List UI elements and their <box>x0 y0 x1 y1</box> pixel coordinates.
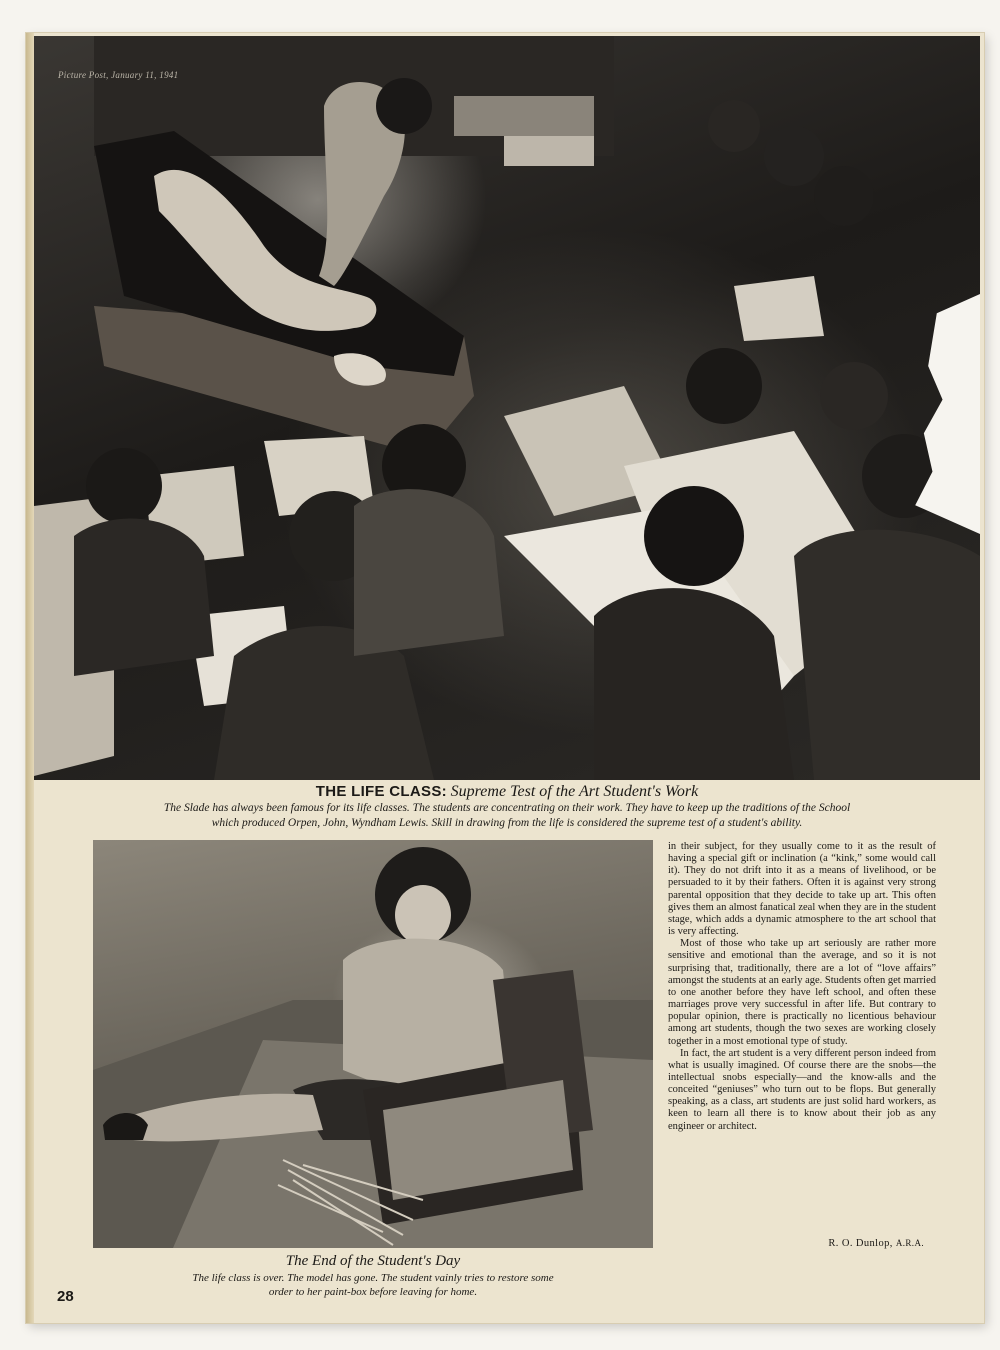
article-paragraph-3: In fact, the art student is a very different person indeed from what is usually imagined. Of course there are the snobs—the intellectual snobs especially—and the know-alls and the conceited “geniuses” who turn out to be flops. But generally speaking, as a class, art students are just solid hard workers, as keen to learn all there is to know about their job as any engineer or architect. <box>668 1047 936 1132</box>
article-paragraph-2: Most of those who take up art seriously are rather more sensitive and emotional than the average, and so it is not surprising that, traditionally, there are a lot of “love affairs” amongst the students at an early age. Students often get married to one another before they have left school, and often these marriages prove very successful in after life. But contrary to popular opinion, there is practically no licentious behaviour among art students, though the two sexes are working closely together in a most emotional type of study. <box>668 938 936 1047</box>
caption-line-1: The Slade has always been famous for its life classes. The students are concentrating on their work. They have to keep up the traditions of the School <box>163 802 851 814</box>
life-class-caption-title <box>34 783 980 801</box>
caption-headline: Supreme Test of the Art Student's Work <box>450 783 699 800</box>
byline <box>668 1238 924 1249</box>
life-class-caption <box>34 781 980 831</box>
paint-box-caption <box>93 1252 653 1299</box>
article-paragraph-1: in their subject, for they usually come to it as the result of having a special gift or inclination (a “kink,” some would call it). They do not drift into it as a means of livelihood, or be persuaded to it by their fathers. Often it is against very strong parental opposition that they decide to take up art. This often gives them an almost fanatical zeal when they are in the student stage, which adds a dynamic atmosphere to the art school that is very affecting. <box>668 841 936 938</box>
life-class-photo <box>34 36 980 780</box>
byline-title: A.R.A. <box>895 1238 924 1248</box>
caption-lead: THE LIFE CLASS: <box>315 783 447 800</box>
page-number: 28 <box>57 1288 74 1305</box>
caption-line-2: which produced Orpen, John, Wyndham Lewis. Skill in drawing from the life is considered the supreme test of a student's ability. <box>211 817 803 829</box>
paint-box-caption-line-2: order to her paint-box before leaving for home. <box>268 1286 478 1298</box>
article-text <box>668 841 936 1133</box>
paint-box-photo <box>93 840 653 1248</box>
paint-box-caption-title: The End of the Student's Day <box>285 1253 461 1269</box>
dateline: Picture Post, January 11, 1941 <box>58 70 179 80</box>
page-spine <box>26 33 34 1323</box>
life-class-photo-illustration <box>34 36 980 780</box>
byline-name: R. O. Dunlop, <box>828 1238 893 1249</box>
paint-box-caption-line-1: The life class is over. The model has gone. The student vainly tries to restore some <box>192 1272 554 1284</box>
paint-box-photo-illustration <box>93 840 653 1248</box>
